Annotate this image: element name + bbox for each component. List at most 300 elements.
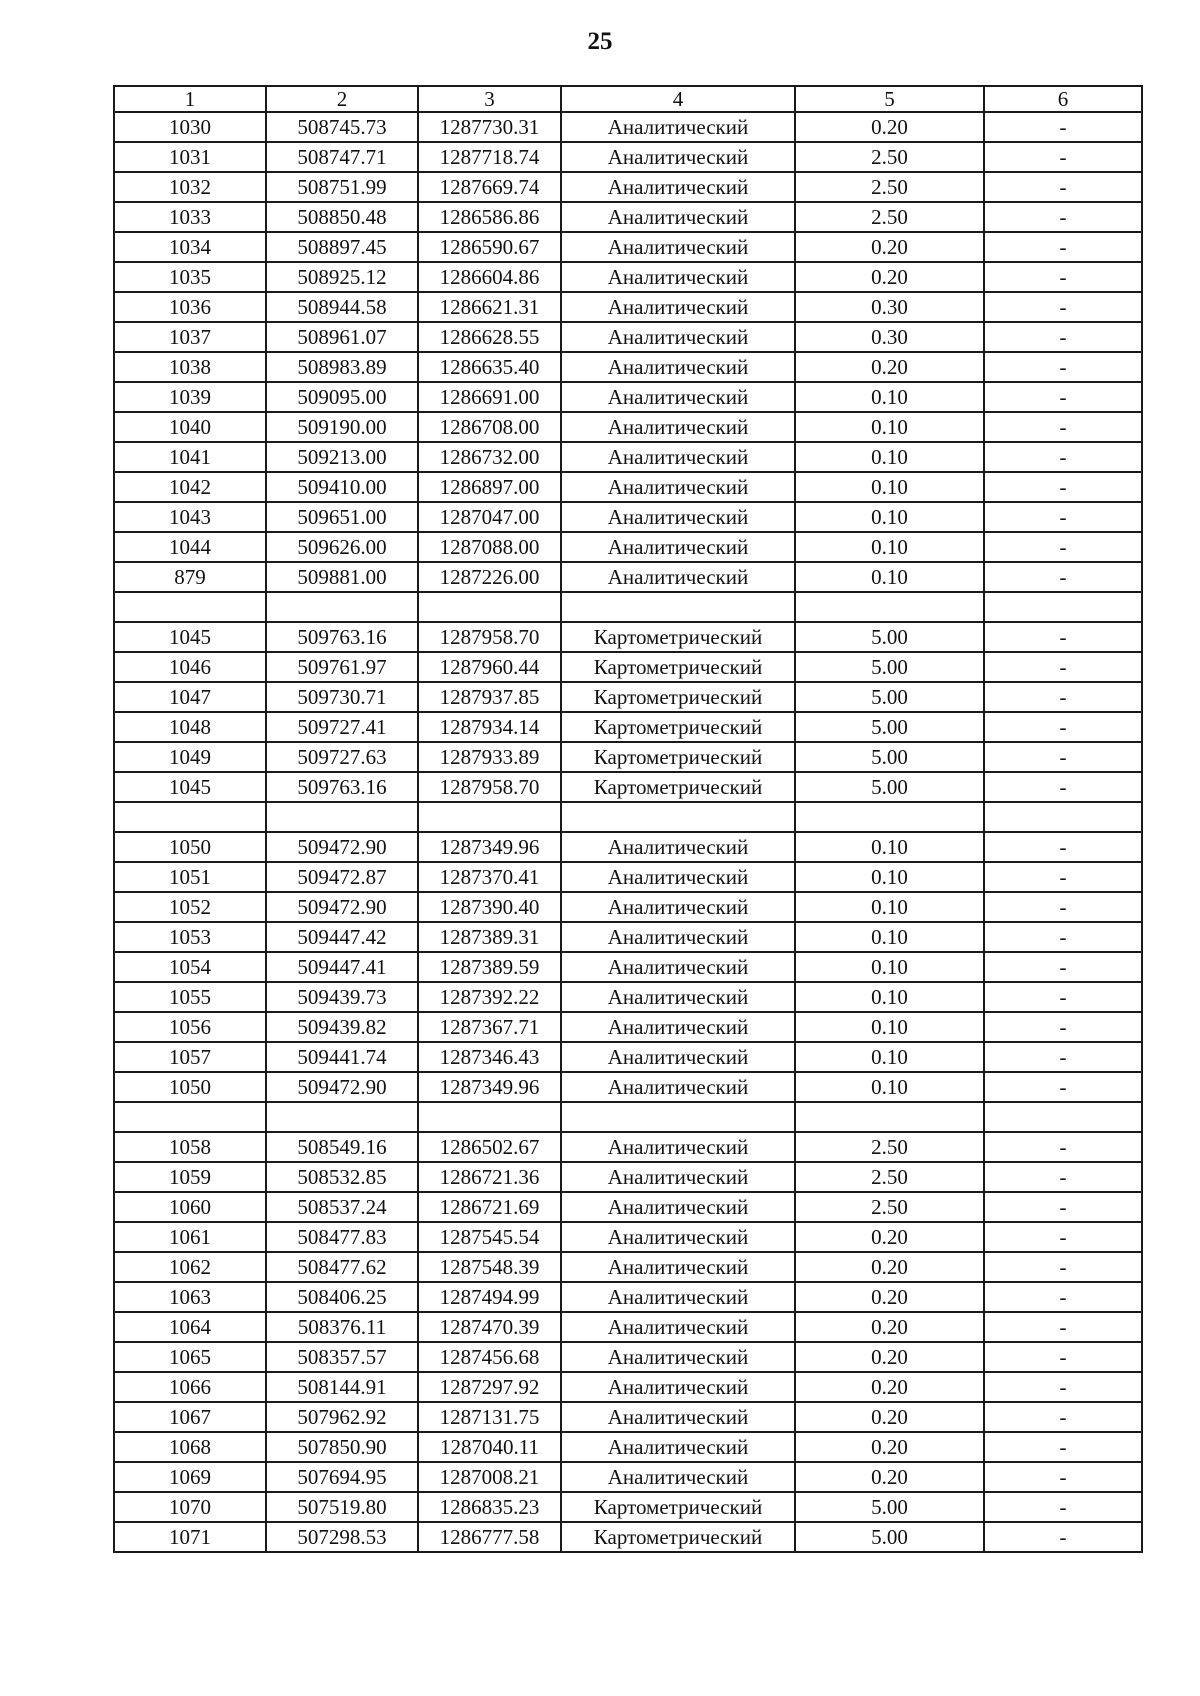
point-number-cell: 1051 <box>114 862 266 892</box>
x-coordinate-cell: 509727.63 <box>266 742 418 772</box>
method-cell <box>561 802 795 832</box>
accuracy-cell: 0.30 <box>795 322 984 352</box>
y-coordinate-cell: 1287456.68 <box>418 1342 561 1372</box>
method-cell: Аналитический <box>561 532 795 562</box>
table-row <box>114 1282 1142 1312</box>
note-cell: - <box>984 1252 1142 1282</box>
note-cell: - <box>984 1492 1142 1522</box>
x-coordinate-cell: 509410.00 <box>266 472 418 502</box>
table-row <box>114 1372 1142 1402</box>
point-number-cell: 1035 <box>114 262 266 292</box>
point-number-cell: 1069 <box>114 1462 266 1492</box>
accuracy-cell: 0.20 <box>795 1462 984 1492</box>
method-cell: Аналитический <box>561 1132 795 1162</box>
method-cell: Картометрический <box>561 1492 795 1522</box>
table-row <box>114 1342 1142 1372</box>
method-cell: Аналитический <box>561 1162 795 1192</box>
point-number-cell: 1063 <box>114 1282 266 1312</box>
note-cell: - <box>984 472 1142 502</box>
note-cell: - <box>984 322 1142 352</box>
y-coordinate-cell: 1286691.00 <box>418 382 561 412</box>
table-row <box>114 802 1142 832</box>
note-cell: - <box>984 1162 1142 1192</box>
method-cell: Аналитический <box>561 832 795 862</box>
method-cell: Аналитический <box>561 1312 795 1342</box>
point-number-cell: 1030 <box>114 112 266 142</box>
column-header: 2 <box>266 86 418 112</box>
table-row <box>114 712 1142 742</box>
y-coordinate-cell: 1287389.59 <box>418 952 561 982</box>
x-coordinate-cell: 509761.97 <box>266 652 418 682</box>
method-cell: Аналитический <box>561 142 795 172</box>
coordinates-table <box>113 85 1143 1553</box>
x-coordinate-cell: 509651.00 <box>266 502 418 532</box>
table-row <box>114 382 1142 412</box>
y-coordinate-cell: 1287370.41 <box>418 862 561 892</box>
accuracy-cell: 5.00 <box>795 682 984 712</box>
y-coordinate-cell: 1287367.71 <box>418 1012 561 1042</box>
accuracy-cell: 2.50 <box>795 202 984 232</box>
note-cell: - <box>984 952 1142 982</box>
note-cell: - <box>984 172 1142 202</box>
point-number-cell: 1040 <box>114 412 266 442</box>
note-cell: - <box>984 652 1142 682</box>
table-header-row <box>114 86 1142 112</box>
point-number-cell: 879 <box>114 562 266 592</box>
column-header: 6 <box>984 86 1142 112</box>
table-row <box>114 142 1142 172</box>
table-body <box>114 112 1142 1552</box>
point-number-cell: 1062 <box>114 1252 266 1282</box>
accuracy-cell: 0.20 <box>795 352 984 382</box>
table-row <box>114 1162 1142 1192</box>
x-coordinate-cell: 509730.71 <box>266 682 418 712</box>
table-row <box>114 682 1142 712</box>
table-row <box>114 412 1142 442</box>
y-coordinate-cell: 1287392.22 <box>418 982 561 1012</box>
point-number-cell: 1054 <box>114 952 266 982</box>
x-coordinate-cell: 508406.25 <box>266 1282 418 1312</box>
table-row <box>114 892 1142 922</box>
accuracy-cell: 0.10 <box>795 832 984 862</box>
method-cell: Картометрический <box>561 772 795 802</box>
y-coordinate-cell: 1287390.40 <box>418 892 561 922</box>
method-cell: Картометрический <box>561 1522 795 1552</box>
note-cell: - <box>984 1462 1142 1492</box>
x-coordinate-cell <box>266 592 418 622</box>
y-coordinate-cell: 1287958.70 <box>418 622 561 652</box>
x-coordinate-cell: 507962.92 <box>266 1402 418 1432</box>
point-number-cell: 1050 <box>114 832 266 862</box>
y-coordinate-cell: 1286628.55 <box>418 322 561 352</box>
method-cell: Аналитический <box>561 1372 795 1402</box>
method-cell: Аналитический <box>561 1432 795 1462</box>
x-coordinate-cell: 507298.53 <box>266 1522 418 1552</box>
table-row <box>114 1252 1142 1282</box>
x-coordinate-cell: 509763.16 <box>266 622 418 652</box>
point-number-cell: 1059 <box>114 1162 266 1192</box>
note-cell: - <box>984 1402 1142 1432</box>
y-coordinate-cell: 1287470.39 <box>418 1312 561 1342</box>
method-cell <box>561 1102 795 1132</box>
note-cell: - <box>984 1432 1142 1462</box>
accuracy-cell: 2.50 <box>795 172 984 202</box>
note-cell: - <box>984 412 1142 442</box>
method-cell <box>561 592 795 622</box>
note-cell: - <box>984 562 1142 592</box>
point-number-cell <box>114 592 266 622</box>
table-row <box>114 562 1142 592</box>
y-coordinate-cell <box>418 802 561 832</box>
point-number-cell <box>114 802 266 832</box>
point-number-cell: 1033 <box>114 202 266 232</box>
x-coordinate-cell: 508144.91 <box>266 1372 418 1402</box>
point-number-cell: 1070 <box>114 1492 266 1522</box>
accuracy-cell: 0.10 <box>795 1042 984 1072</box>
table-row <box>114 352 1142 382</box>
point-number-cell: 1053 <box>114 922 266 952</box>
table-row <box>114 1492 1142 1522</box>
note-cell: - <box>984 352 1142 382</box>
point-number-cell: 1071 <box>114 1522 266 1552</box>
y-coordinate-cell: 1287047.00 <box>418 502 561 532</box>
accuracy-cell: 0.20 <box>795 1252 984 1282</box>
note-cell: - <box>984 832 1142 862</box>
column-header: 1 <box>114 86 266 112</box>
method-cell: Картометрический <box>561 682 795 712</box>
point-number-cell: 1037 <box>114 322 266 352</box>
accuracy-cell: 0.10 <box>795 922 984 952</box>
accuracy-cell: 2.50 <box>795 1132 984 1162</box>
x-coordinate-cell: 509472.90 <box>266 1072 418 1102</box>
method-cell: Аналитический <box>561 352 795 382</box>
y-coordinate-cell: 1286721.36 <box>418 1162 561 1192</box>
y-coordinate-cell: 1287389.31 <box>418 922 561 952</box>
note-cell: - <box>984 1342 1142 1372</box>
point-number-cell: 1041 <box>114 442 266 472</box>
note-cell: - <box>984 1522 1142 1552</box>
method-cell: Аналитический <box>561 1192 795 1222</box>
y-coordinate-cell: 1287960.44 <box>418 652 561 682</box>
y-coordinate-cell: 1287718.74 <box>418 142 561 172</box>
accuracy-cell: 0.30 <box>795 292 984 322</box>
method-cell: Аналитический <box>561 442 795 472</box>
accuracy-cell: 0.10 <box>795 502 984 532</box>
accuracy-cell: 0.10 <box>795 892 984 922</box>
note-cell: - <box>984 382 1142 412</box>
x-coordinate-cell: 509727.41 <box>266 712 418 742</box>
note-cell: - <box>984 1132 1142 1162</box>
note-cell: - <box>984 202 1142 232</box>
method-cell: Аналитический <box>561 382 795 412</box>
table-row <box>114 472 1142 502</box>
point-number-cell: 1047 <box>114 682 266 712</box>
x-coordinate-cell: 508944.58 <box>266 292 418 322</box>
table-row <box>114 1522 1142 1552</box>
accuracy-cell: 0.10 <box>795 442 984 472</box>
y-coordinate-cell: 1287008.21 <box>418 1462 561 1492</box>
x-coordinate-cell: 509190.00 <box>266 412 418 442</box>
y-coordinate-cell: 1286708.00 <box>418 412 561 442</box>
table-row <box>114 1102 1142 1132</box>
note-cell: - <box>984 292 1142 322</box>
method-cell: Аналитический <box>561 1462 795 1492</box>
table-row <box>114 742 1142 772</box>
accuracy-cell: 5.00 <box>795 652 984 682</box>
y-coordinate-cell: 1286502.67 <box>418 1132 561 1162</box>
accuracy-cell <box>795 592 984 622</box>
accuracy-cell: 0.20 <box>795 1402 984 1432</box>
method-cell: Аналитический <box>561 862 795 892</box>
method-cell: Аналитический <box>561 1252 795 1282</box>
y-coordinate-cell: 1287349.96 <box>418 832 561 862</box>
y-coordinate-cell: 1286777.58 <box>418 1522 561 1552</box>
y-coordinate-cell: 1287730.31 <box>418 112 561 142</box>
point-number-cell: 1036 <box>114 292 266 322</box>
y-coordinate-cell: 1286604.86 <box>418 262 561 292</box>
y-coordinate-cell: 1287346.43 <box>418 1042 561 1072</box>
accuracy-cell: 0.10 <box>795 382 984 412</box>
accuracy-cell: 0.10 <box>795 982 984 1012</box>
method-cell: Аналитический <box>561 292 795 322</box>
point-number-cell: 1039 <box>114 382 266 412</box>
accuracy-cell: 5.00 <box>795 712 984 742</box>
table-row <box>114 1462 1142 1492</box>
accuracy-cell: 0.20 <box>795 262 984 292</box>
table-row <box>114 1132 1142 1162</box>
x-coordinate-cell: 509447.42 <box>266 922 418 952</box>
note-cell: - <box>984 1192 1142 1222</box>
y-coordinate-cell: 1287545.54 <box>418 1222 561 1252</box>
table-row <box>114 1222 1142 1252</box>
table-row <box>114 1402 1142 1432</box>
accuracy-cell: 5.00 <box>795 1492 984 1522</box>
note-cell: - <box>984 862 1142 892</box>
column-header: 5 <box>795 86 984 112</box>
x-coordinate-cell: 507519.80 <box>266 1492 418 1522</box>
x-coordinate-cell: 508477.83 <box>266 1222 418 1252</box>
table-row <box>114 1312 1142 1342</box>
table-row <box>114 532 1142 562</box>
y-coordinate-cell: 1287040.11 <box>418 1432 561 1462</box>
table-row <box>114 622 1142 652</box>
accuracy-cell: 0.10 <box>795 412 984 442</box>
note-cell <box>984 592 1142 622</box>
x-coordinate-cell: 509439.73 <box>266 982 418 1012</box>
x-coordinate-cell: 508537.24 <box>266 1192 418 1222</box>
column-header: 4 <box>561 86 795 112</box>
x-coordinate-cell: 508477.62 <box>266 1252 418 1282</box>
point-number-cell: 1045 <box>114 622 266 652</box>
table-row <box>114 832 1142 862</box>
method-cell: Аналитический <box>561 262 795 292</box>
x-coordinate-cell: 508357.57 <box>266 1342 418 1372</box>
point-number-cell: 1052 <box>114 892 266 922</box>
method-cell: Картометрический <box>561 742 795 772</box>
accuracy-cell: 0.10 <box>795 1072 984 1102</box>
x-coordinate-cell: 508745.73 <box>266 112 418 142</box>
table-row <box>114 982 1142 1012</box>
accuracy-cell: 5.00 <box>795 772 984 802</box>
method-cell: Аналитический <box>561 472 795 502</box>
note-cell: - <box>984 922 1142 952</box>
method-cell: Аналитический <box>561 562 795 592</box>
point-number-cell: 1042 <box>114 472 266 502</box>
method-cell: Аналитический <box>561 502 795 532</box>
method-cell: Аналитический <box>561 322 795 352</box>
method-cell: Аналитический <box>561 412 795 442</box>
method-cell: Аналитический <box>561 1342 795 1372</box>
accuracy-cell: 2.50 <box>795 1162 984 1192</box>
note-cell: - <box>984 1012 1142 1042</box>
table-row <box>114 112 1142 142</box>
accuracy-cell: 5.00 <box>795 622 984 652</box>
accuracy-cell: 0.20 <box>795 1432 984 1462</box>
column-header: 3 <box>418 86 561 112</box>
x-coordinate-cell <box>266 802 418 832</box>
y-coordinate-cell: 1287669.74 <box>418 172 561 202</box>
method-cell: Аналитический <box>561 952 795 982</box>
note-cell: - <box>984 1222 1142 1252</box>
method-cell: Картометрический <box>561 652 795 682</box>
accuracy-cell: 0.10 <box>795 1012 984 1042</box>
accuracy-cell: 0.20 <box>795 1312 984 1342</box>
y-coordinate-cell: 1286621.31 <box>418 292 561 322</box>
note-cell: - <box>984 232 1142 262</box>
x-coordinate-cell: 508751.99 <box>266 172 418 202</box>
method-cell: Аналитический <box>561 1282 795 1312</box>
table-row <box>114 1042 1142 1072</box>
note-cell <box>984 802 1142 832</box>
x-coordinate-cell: 509472.90 <box>266 892 418 922</box>
point-number-cell: 1050 <box>114 1072 266 1102</box>
table-row <box>114 232 1142 262</box>
x-coordinate-cell: 508925.12 <box>266 262 418 292</box>
y-coordinate-cell: 1287349.96 <box>418 1072 561 1102</box>
accuracy-cell: 5.00 <box>795 1522 984 1552</box>
accuracy-cell: 0.10 <box>795 532 984 562</box>
method-cell: Аналитический <box>561 1042 795 1072</box>
x-coordinate-cell: 508961.07 <box>266 322 418 352</box>
y-coordinate-cell <box>418 592 561 622</box>
x-coordinate-cell: 509441.74 <box>266 1042 418 1072</box>
table-row <box>114 1192 1142 1222</box>
y-coordinate-cell: 1287958.70 <box>418 772 561 802</box>
accuracy-cell: 0.10 <box>795 472 984 502</box>
y-coordinate-cell: 1286586.86 <box>418 202 561 232</box>
point-number-cell: 1038 <box>114 352 266 382</box>
y-coordinate-cell: 1287937.85 <box>418 682 561 712</box>
y-coordinate-cell: 1286721.69 <box>418 1192 561 1222</box>
point-number-cell: 1068 <box>114 1432 266 1462</box>
note-cell: - <box>984 622 1142 652</box>
x-coordinate-cell: 509472.90 <box>266 832 418 862</box>
table-row <box>114 442 1142 472</box>
x-coordinate-cell: 509626.00 <box>266 532 418 562</box>
accuracy-cell: 0.10 <box>795 952 984 982</box>
table-row <box>114 262 1142 292</box>
method-cell: Аналитический <box>561 232 795 262</box>
point-number-cell: 1032 <box>114 172 266 202</box>
note-cell: - <box>984 1042 1142 1072</box>
x-coordinate-cell: 508549.16 <box>266 1132 418 1162</box>
point-number-cell: 1034 <box>114 232 266 262</box>
point-number-cell: 1060 <box>114 1192 266 1222</box>
point-number-cell: 1058 <box>114 1132 266 1162</box>
note-cell: - <box>984 892 1142 922</box>
method-cell: Аналитический <box>561 982 795 1012</box>
method-cell: Аналитический <box>561 892 795 922</box>
point-number-cell: 1048 <box>114 712 266 742</box>
accuracy-cell: 0.20 <box>795 232 984 262</box>
method-cell: Аналитический <box>561 1012 795 1042</box>
x-coordinate-cell: 508532.85 <box>266 1162 418 1192</box>
y-coordinate-cell: 1287226.00 <box>418 562 561 592</box>
accuracy-cell <box>795 802 984 832</box>
point-number-cell <box>114 1102 266 1132</box>
accuracy-cell: 2.50 <box>795 142 984 172</box>
table-row <box>114 772 1142 802</box>
table-row <box>114 1432 1142 1462</box>
point-number-cell: 1066 <box>114 1372 266 1402</box>
point-number-cell: 1031 <box>114 142 266 172</box>
method-cell: Аналитический <box>561 1072 795 1102</box>
y-coordinate-cell: 1286835.23 <box>418 1492 561 1522</box>
point-number-cell: 1056 <box>114 1012 266 1042</box>
table-row <box>114 592 1142 622</box>
point-number-cell: 1067 <box>114 1402 266 1432</box>
accuracy-cell: 2.50 <box>795 1192 984 1222</box>
x-coordinate-cell: 507694.95 <box>266 1462 418 1492</box>
accuracy-cell: 0.20 <box>795 1342 984 1372</box>
x-coordinate-cell: 509447.41 <box>266 952 418 982</box>
y-coordinate-cell: 1286635.40 <box>418 352 561 382</box>
y-coordinate-cell: 1286897.00 <box>418 472 561 502</box>
accuracy-cell: 5.00 <box>795 742 984 772</box>
method-cell: Картометрический <box>561 622 795 652</box>
y-coordinate-cell: 1287088.00 <box>418 532 561 562</box>
point-number-cell: 1043 <box>114 502 266 532</box>
y-coordinate-cell: 1287131.75 <box>418 1402 561 1432</box>
point-number-cell: 1045 <box>114 772 266 802</box>
note-cell: - <box>984 1072 1142 1102</box>
note-cell: - <box>984 982 1142 1012</box>
table-row <box>114 1072 1142 1102</box>
accuracy-cell: 0.20 <box>795 1222 984 1252</box>
point-number-cell: 1049 <box>114 742 266 772</box>
accuracy-cell: 0.20 <box>795 1372 984 1402</box>
y-coordinate-cell: 1287548.39 <box>418 1252 561 1282</box>
note-cell: - <box>984 442 1142 472</box>
method-cell: Аналитический <box>561 172 795 202</box>
x-coordinate-cell: 509763.16 <box>266 772 418 802</box>
point-number-cell: 1044 <box>114 532 266 562</box>
table-row <box>114 202 1142 232</box>
note-cell: - <box>984 502 1142 532</box>
x-coordinate-cell: 508747.71 <box>266 142 418 172</box>
x-coordinate-cell: 508983.89 <box>266 352 418 382</box>
table-row <box>114 292 1142 322</box>
point-number-cell: 1061 <box>114 1222 266 1252</box>
note-cell: - <box>984 1312 1142 1342</box>
accuracy-cell: 0.10 <box>795 562 984 592</box>
x-coordinate-cell: 509213.00 <box>266 442 418 472</box>
point-number-cell: 1057 <box>114 1042 266 1072</box>
note-cell: - <box>984 742 1142 772</box>
table-row <box>114 922 1142 952</box>
table-row <box>114 502 1142 532</box>
accuracy-cell <box>795 1102 984 1132</box>
